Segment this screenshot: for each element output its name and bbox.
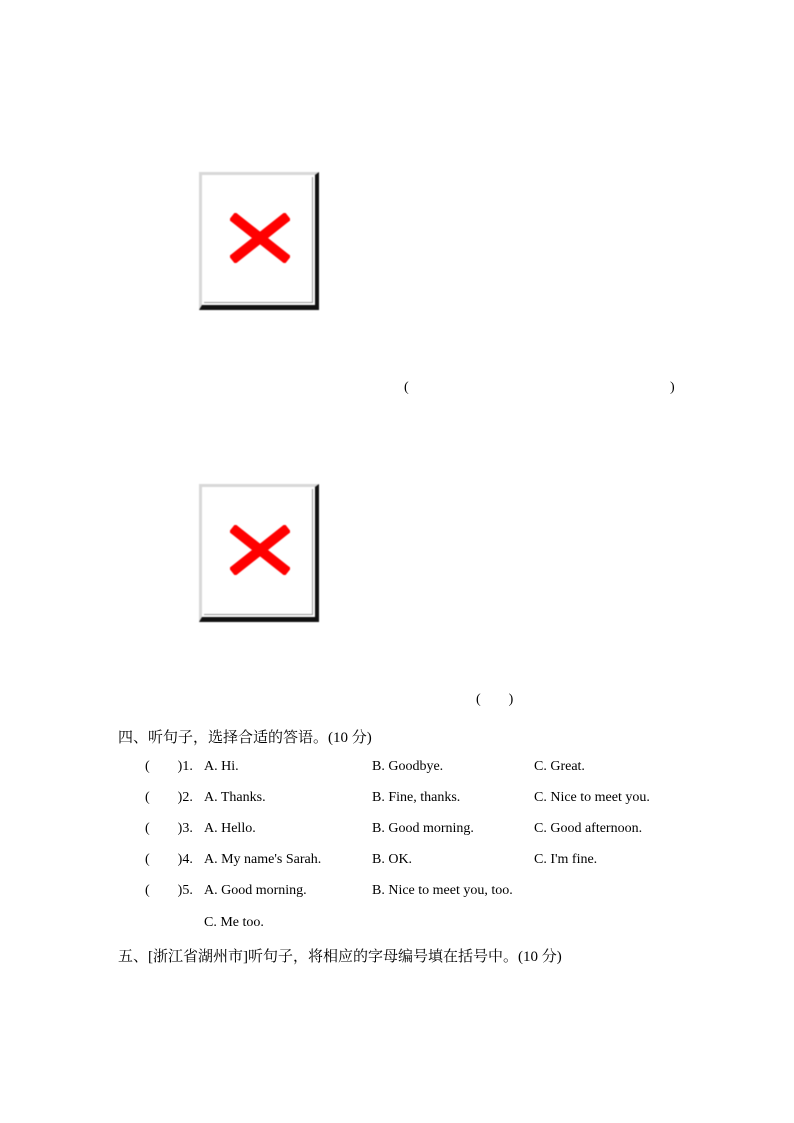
broken-image-icon (230, 525, 290, 575)
question-number: ( )5. (145, 883, 193, 898)
answer-blank: ( ) (476, 692, 514, 707)
question-number: ( )2. (145, 790, 193, 805)
question-row (0, 883, 794, 903)
option-a: A. Good morning. (204, 883, 307, 898)
question-row (0, 821, 794, 841)
question-row (0, 759, 794, 779)
question-row (0, 852, 794, 872)
broken-image-placeholder (199, 484, 319, 622)
option-b: B. Good morning. (372, 821, 474, 836)
option-b: B. Fine, thanks. (372, 790, 461, 805)
option-c: C. Nice to meet you. (534, 790, 650, 805)
question-row-continuation (0, 915, 794, 935)
broken-image-placeholder (199, 172, 319, 310)
option-c: C. I'm fine. (534, 852, 598, 867)
answer-paren-close: ) (670, 380, 675, 395)
question-row (0, 790, 794, 810)
question-number: ( )4. (145, 852, 193, 867)
option-a: A. Thanks. (204, 790, 266, 805)
option-a: A. My name's Sarah. (204, 852, 322, 867)
option-b: B. Nice to meet you, too. (372, 883, 513, 898)
option-c: C. Good afternoon. (534, 821, 643, 836)
option-a: A. Hi. (204, 759, 239, 774)
option-c: C. Great. (534, 759, 585, 774)
section-5-title: 五、[浙江省湖州市]听句子，将相应的字母编号填在括号中。(10 分) (118, 949, 562, 965)
question-number: ( )1. (145, 759, 193, 774)
section-4-title: 四、听句子，选择合适的答语。(10 分) (118, 730, 372, 746)
answer-paren-open: ( (404, 380, 409, 395)
option-c: C. Me too. (204, 915, 264, 930)
option-b: B. Goodbye. (372, 759, 444, 774)
question-number: ( )3. (145, 821, 193, 836)
broken-image-icon (230, 213, 290, 263)
option-b: B. OK. (372, 852, 413, 867)
option-a: A. Hello. (204, 821, 256, 836)
